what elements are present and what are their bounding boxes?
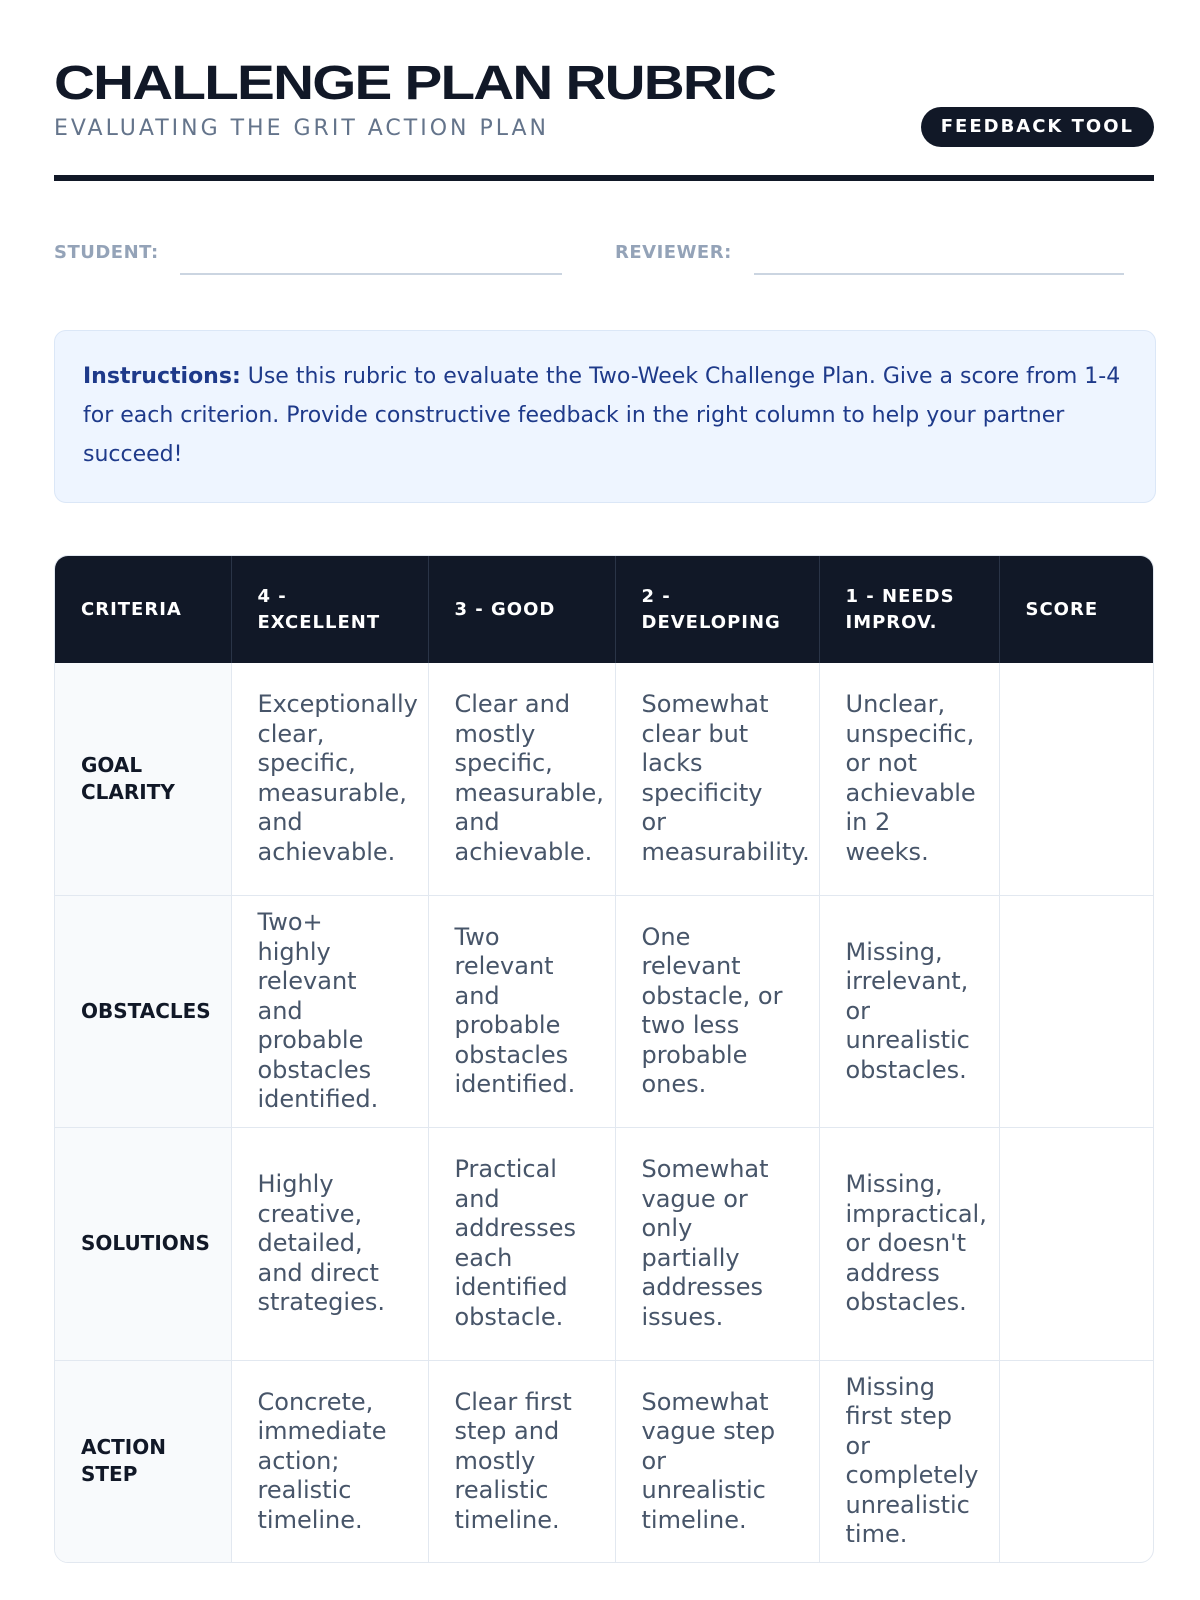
score-cell[interactable]	[999, 1128, 1153, 1361]
header-good: 3 - GOOD	[428, 556, 615, 663]
header-divider	[54, 175, 1154, 181]
instructions-label: Instructions:	[83, 364, 241, 389]
score-cell[interactable]	[999, 1360, 1153, 1562]
reviewer-name-field[interactable]	[754, 273, 1124, 275]
criterion-cell: SOLUTIONS	[55, 1128, 231, 1361]
rubric-cell: Unclear, unspecific, or not achievable in 2 weeks.	[819, 663, 999, 895]
page-header	[54, 56, 1154, 144]
rubric-cell: Clear first step and mostly realistic timeline.	[428, 1360, 615, 1562]
rubric-cell: One relevant obstacle, or two less probable ones.	[615, 895, 819, 1128]
rubric-cell: Somewhat vague step or unrealistic timeline.	[615, 1360, 819, 1562]
score-cell[interactable]	[999, 895, 1153, 1128]
rubric-cell: Somewhat clear but lacks specificity or measurability.	[615, 663, 819, 895]
rubric-cell: Missing, irrelevant, or unrealistic obstacles.	[819, 895, 999, 1128]
header-developing: 2 - DEVELOPING	[615, 556, 819, 663]
table-row	[55, 1360, 1153, 1562]
criterion-cell: ACTION STEP	[55, 1360, 231, 1562]
rubric-cell: Two relevant and probable obstacles identified.	[428, 895, 615, 1128]
header-score: SCORE	[999, 556, 1153, 663]
rubric-cell: Missing first step or completely unrealistic time.	[819, 1360, 999, 1562]
table-header-row	[55, 556, 1153, 663]
header-criteria: CRITERIA	[55, 556, 231, 663]
instructions-box	[54, 330, 1156, 503]
rubric-cell: Two+ highly relevant and probable obstacles identified.	[231, 895, 428, 1128]
table-row	[55, 663, 1153, 895]
header-excellent: 4 - EXCELLENT	[231, 556, 428, 663]
reviewer-label: REVIEWER:	[615, 242, 732, 263]
rubric-cell: Practical and addresses each identified obstacle.	[428, 1128, 615, 1361]
page-title: CHALLENGE PLAN RUBRIC	[54, 57, 776, 110]
score-cell[interactable]	[999, 663, 1153, 895]
rubric-cell: Missing, impractical, or doesn't address obstacles.	[819, 1128, 999, 1361]
feedback-tool-badge: FEEDBACK TOOL	[921, 107, 1154, 147]
rubric-cell: Exceptionally clear, specific, measurable, and achievable.	[231, 663, 428, 895]
rubric-cell: Highly creative, detailed, and direct strategies.	[231, 1128, 428, 1361]
rubric-cell: Clear and mostly specific, measurable, and achievable.	[428, 663, 615, 895]
student-name-field[interactable]	[180, 273, 562, 275]
criterion-cell: OBSTACLES	[55, 895, 231, 1128]
table-row	[55, 1128, 1153, 1361]
header-needs-improvement: 1 - NEEDS IMPROV.	[819, 556, 999, 663]
instructions-text: Use this rubric to evaluate the Two-Week Challenge Plan. Give a score from 1-4 for each criterion. Provide constructive feedback in the right column to help your partner succeed!	[83, 364, 1121, 467]
criterion-cell: GOAL CLARITY	[55, 663, 231, 895]
rubric-cell: Somewhat vague or only partially addresses issues.	[615, 1128, 819, 1361]
student-label: STUDENT:	[54, 242, 159, 263]
page-subtitle: EVALUATING THE GRIT ACTION PLAN	[54, 116, 550, 141]
rubric-table	[54, 555, 1154, 1563]
table-row	[55, 895, 1153, 1128]
rubric-cell: Concrete, immediate action; realistic timeline.	[231, 1360, 428, 1562]
